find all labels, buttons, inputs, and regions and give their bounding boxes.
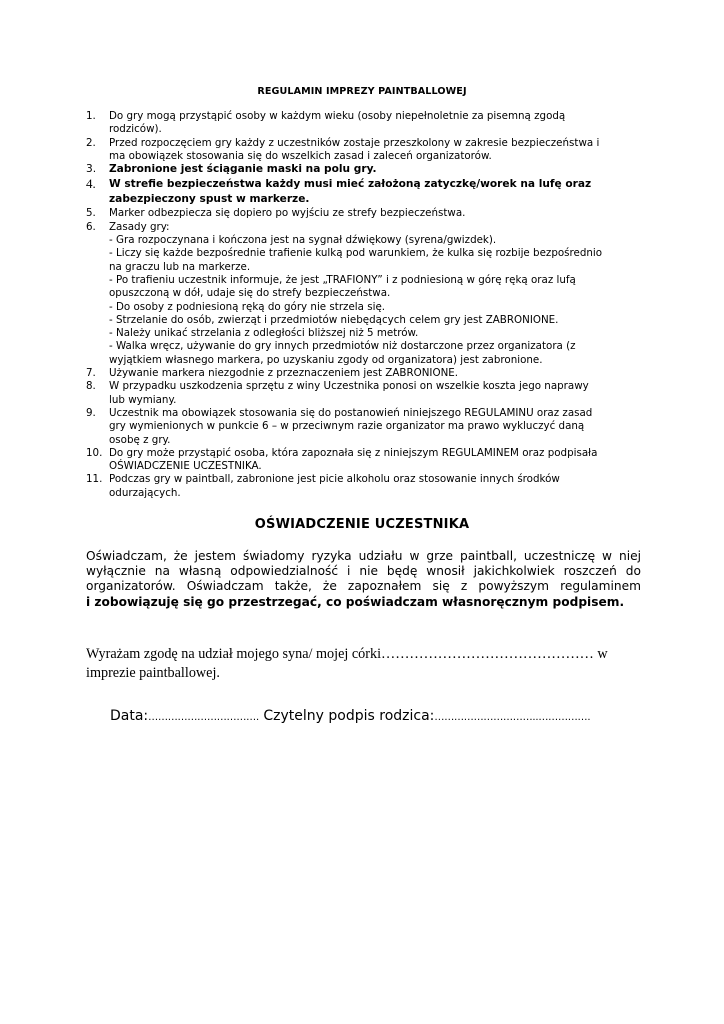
rule-text-line: W przypadku uszkodzenia sprzętu z winy Uczestnika ponosi on wszelkie koszta jego naprawy: [109, 380, 589, 393]
rule-item-5: [86, 207, 646, 220]
rule-item-7: [86, 367, 646, 380]
declaration-line: wyłącznie na własną odpowiedzialność i nie będę wnosił jakichkolwiek roszczeń do: [86, 564, 641, 579]
rule-text-line: - Gra rozpoczynana i kończona jest na sygnał dźwiękowy (syrena/gwizdek).: [109, 234, 497, 247]
rule-item-4: [86, 177, 646, 207]
date-label: Data:: [110, 708, 149, 724]
rule-number: 3.: [86, 163, 97, 176]
rule-number: 1.: [86, 110, 96, 122]
rule-number: 9.: [86, 406, 96, 419]
signature-line: [110, 708, 650, 724]
rule-text-line: osobę z gry.: [109, 433, 171, 446]
rule-text-line: Do gry może przystąpić osoba, która zapoznała się z niniejszym REGULAMINEM oraz podpisała: [109, 446, 598, 459]
rule-number: 8.: [86, 380, 96, 393]
rule-number: 10.: [86, 446, 103, 459]
rule-item-2: [86, 137, 646, 164]
signature-label: Czytelny podpis rodzica:: [258, 708, 435, 724]
rule-text-line: na graczu lub na markerze.: [109, 260, 251, 273]
rule-number: 5.: [86, 207, 96, 220]
rule-number: 6.: [86, 220, 96, 233]
declaration-line: organizatorów. Oświadczam także, że zapoznałem się z powyższym regulaminem: [86, 579, 641, 594]
rule-item-9: [86, 407, 646, 447]
rule-text-line: odurzających.: [109, 486, 181, 499]
rule-item-11: [86, 473, 646, 500]
signature-field[interactable]: …………………………..…………….: [434, 712, 591, 723]
rule-item-8: [86, 380, 646, 407]
rule-text-line: - Po trafieniu uczestnik informuje, że jest „TRAFIONY” i z podniesioną w górę ręką oraz lufą: [109, 273, 576, 286]
rule-text-line: Podczas gry w paintball, zabronione jest picie alkoholu oraz stosowanie innych środków: [109, 473, 560, 486]
declaration-line: Oświadczam, że jestem świadomy ryzyka udziału w grze paintball, uczestniczę w niej: [86, 549, 641, 563]
rule-text-line: rodziców).: [109, 123, 162, 136]
declaration-bold-line: i zobowiązuję się go przestrzegać, co poświadczam własnoręcznym podpisem.: [86, 594, 625, 609]
rule-item-6: [86, 221, 646, 367]
declaration-title: OŚWIADCZENIE UCZESTNIKA: [254, 517, 470, 532]
parental-consent: [86, 645, 641, 683]
rule-text-line: Marker odbezpiecza się dopiero po wyjściu ze strefy bezpieczeństwa.: [109, 207, 466, 220]
rule-item-3: [86, 163, 646, 176]
rule-text-line: Przed rozpoczęciem gry każdy z uczestników zostaje przeszkolony w zakresie bezpieczeństwa i: [109, 136, 600, 149]
rule-text-line: Do gry mogą przystąpić osoby w każdym wieku (osoby niepełnoletnie za pisemną zgodą: [109, 110, 566, 122]
rule-text-line: opuszczoną w dół, udaje się do strefy bezpieczeństwa.: [109, 287, 391, 300]
date-field[interactable]: …………………………….: [148, 712, 259, 723]
rule-number: 7.: [86, 367, 96, 380]
rule-text-line: W strefie bezpieczeństwa każdy musi mieć założoną zatyczkę/worek na lufę oraz: [109, 178, 592, 191]
rule-text-line: Uczestnik ma obowiązek stosowania się do postanowień niniejszego REGULAMINU oraz zasad: [109, 406, 593, 419]
rule-text-line: Zasady gry:: [109, 220, 170, 233]
rule-number: 11.: [86, 473, 103, 486]
rule-number: 2.: [86, 136, 96, 149]
rule-text-line: gry wymienionych w punkcie 6 – w przeciwnym razie organizator ma prawo wykluczyć daną: [109, 420, 585, 433]
rule-item-1: [86, 110, 646, 137]
consent-line: Wyrażam zgodę na udział mojego syna/ mojej córki……………………………………… w: [86, 646, 608, 662]
declaration-text: [86, 549, 641, 610]
rule-text-line: wyjątkiem własnego markera, po uzyskaniu zgody od organizatora) jest zabronione.: [109, 353, 543, 366]
rule-text-line: - Należy unikać strzelania z odległości bliższej niż 5 metrów.: [109, 327, 419, 340]
rule-item-10: [86, 447, 646, 474]
rule-text-line: - Strzelanie do osób, zwierząt i przedmiotów niebędących celem gry jest ZABRONIONE.: [109, 313, 559, 326]
rule-text-line: - Do osoby z podniesioną ręką do góry nie strzela się.: [109, 300, 386, 313]
rule-text-line: OŚWIADCZENIE UCZESTNIKA.: [109, 460, 262, 473]
rule-text-line: ma obowiązek stosowania się do wszelkich zasad i zaleceń organizatorów.: [109, 149, 492, 162]
consent-line: imprezie paintballowej.: [86, 665, 220, 681]
rule-text-line: zabezpieczony spust w markerze.: [109, 193, 310, 206]
rule-number: 4.: [86, 176, 96, 192]
rule-text-line: - Liczy się każde bezpośrednie trafienie kulką pod warunkiem, że kulka się rozbije bezpośrednio: [109, 247, 603, 260]
rules-list: [86, 110, 646, 500]
rule-text-line: Używanie markera niezgodnie z przeznaczeniem jest ZABRONIONE.: [109, 367, 459, 380]
rule-text-line: Zabronione jest ściąganie maski na polu gry.: [109, 163, 377, 176]
regulations-title: REGULAMIN IMPREZY PAINTBALLOWEJ: [257, 86, 467, 97]
rule-text-line: lub wymiany.: [109, 393, 177, 406]
rule-text-line: - Walka wręcz, używanie do gry innych przedmiotów niż dostarczone przez organizatora (z: [109, 340, 576, 353]
